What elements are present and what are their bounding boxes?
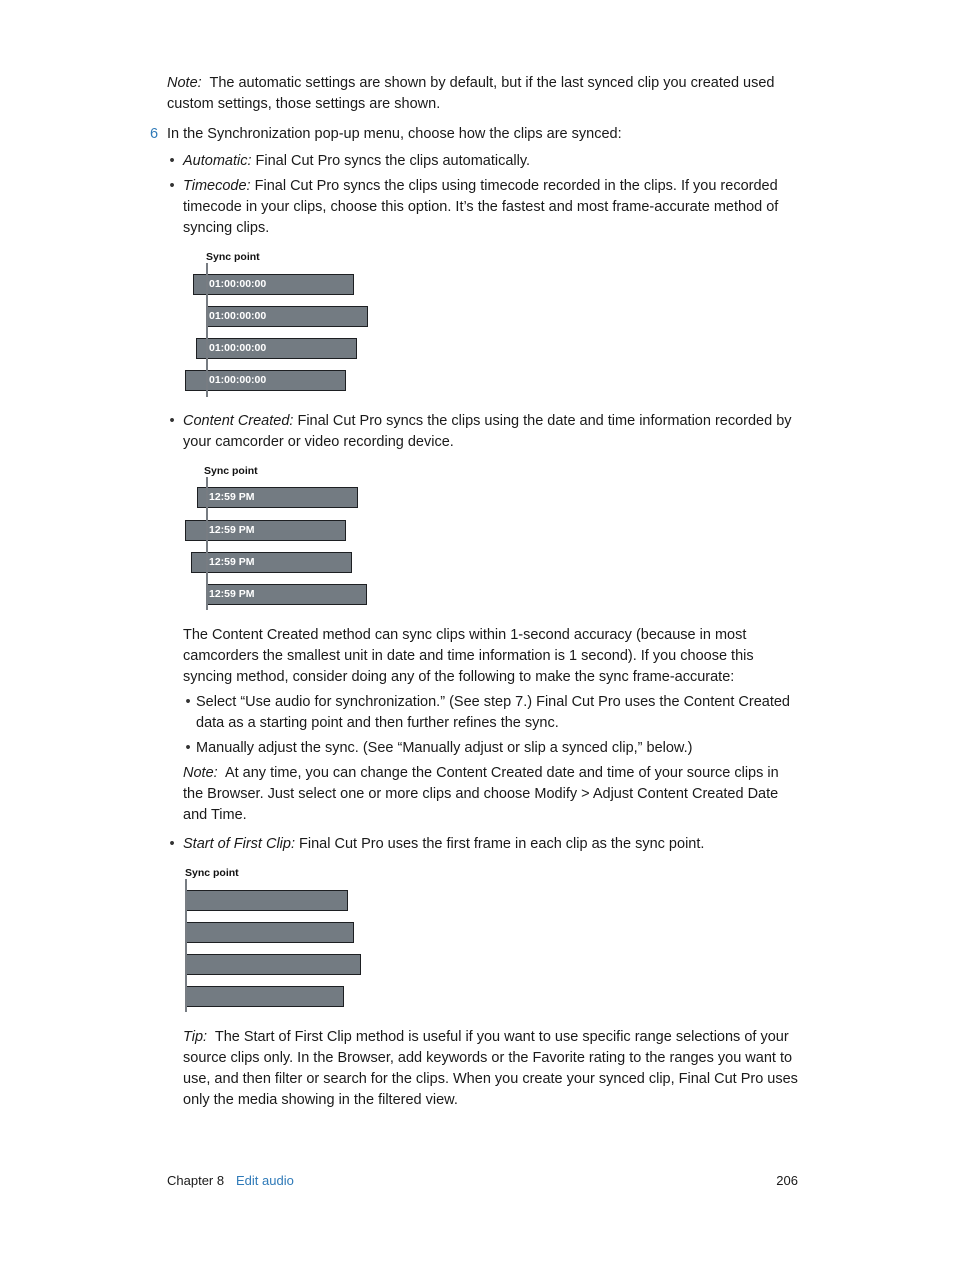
clip-bar [186, 890, 348, 911]
clip-time: 12:59 PM [209, 588, 255, 600]
bullet-marker: • [169, 836, 175, 852]
note-text: At any time, you can change the Content Created date and time of your source clips in the Browser. Just select one or more clips and choose Modify > Adjust Content Created Date and Time. [183, 765, 779, 823]
clip-bar [193, 274, 354, 295]
step-text: In the Synchronization pop-up menu, choose how the clips are synced: [167, 126, 622, 142]
tip-text: The Start of First Clip method is useful if you want to use specific range selections of your source clips only. In the Browser, add keywords or the Favorite rating to the ranges you want to use, and then filter or search for the clips. When you create your synced clip, Final Cut Pro uses only the media showing in the filtered view. [183, 1029, 798, 1108]
clip-bar [207, 306, 368, 327]
clip-bar [186, 954, 361, 975]
sync-point-line [206, 263, 208, 397]
bullet-marker: • [169, 413, 175, 429]
clip-time: 12:59 PM [209, 524, 255, 536]
note-paragraph [183, 763, 798, 826]
footer-chapter: Chapter 8 [167, 1173, 225, 1188]
clip-bar [185, 520, 346, 541]
note-label: Note: [183, 765, 218, 781]
bullet-content-created [183, 411, 798, 453]
clip-timecode: 01:00:00:00 [209, 278, 267, 290]
tip-paragraph [183, 1027, 798, 1111]
sub-bullet-marker: • [185, 740, 191, 756]
bullet-marker: • [169, 178, 175, 194]
sync-point-label: Sync point [185, 867, 239, 879]
bullet-start-first-clip [183, 834, 798, 855]
sync-point-label: Sync point [206, 251, 260, 263]
bullet-marker: • [169, 153, 175, 169]
page-number: 206 [776, 1173, 798, 1188]
clip-bar [185, 370, 346, 391]
note-paragraph [167, 73, 797, 115]
bullet-text: Final Cut Pro uses the first frame in each clip as the sync point. [299, 836, 705, 852]
bullet-automatic [183, 151, 798, 172]
bullet-term: Automatic: [183, 153, 252, 169]
sync-point-label: Sync point [204, 465, 258, 477]
tip-label: Tip: [183, 1029, 208, 1045]
footer-chapter-link[interactable]: Edit audio [236, 1173, 294, 1188]
sub-bullet-marker: • [185, 694, 191, 710]
sub-bullet-manual: Manually adjust the sync. (See “Manually adjust or slip a synced clip,” below.) [196, 740, 693, 756]
clip-timecode: 01:00:00:00 [209, 374, 267, 386]
clip-bar [186, 922, 354, 943]
clip-time: 12:59 PM [209, 491, 255, 503]
bullet-timecode [183, 176, 798, 239]
bullet-term: Timecode: [183, 178, 251, 194]
bullet-text: Final Cut Pro syncs the clips using timecode recorded in the clips. If you recorded timecode in your clips, choose this option. It’s the fastest and most frame-accurate method of syncing clips. [183, 178, 779, 236]
clip-bar [191, 552, 352, 573]
note-label: Note: [167, 75, 202, 91]
bullet-text: Final Cut Pro syncs the clips automatically. [255, 153, 531, 169]
step-number: 6 [150, 126, 159, 142]
bullet-term: Start of First Clip: [183, 836, 295, 852]
clip-timecode: 01:00:00:00 [209, 342, 267, 354]
clip-time: 12:59 PM [209, 556, 255, 568]
sync-point-line [185, 879, 187, 1012]
content-created-paragraph: The Content Created method can sync clips within 1-second accuracy (because in most camcorders the smallest unit in date and time information is 1 second). If you choose this syncing method, consider doing any of the following to make the sync frame-accurate: [183, 627, 754, 685]
clip-bar [196, 338, 357, 359]
bullet-term: Content Created: [183, 413, 294, 429]
sub-bullet-audio: Select “Use audio for synchronization.” (See step 7.) Final Cut Pro uses the Content Created data as a starting point and then further refines the sync. [196, 694, 790, 731]
note-text: The automatic settings are shown by default, but if the last synced clip you created used custom settings, those settings are shown. [167, 75, 775, 112]
clip-bar [186, 986, 344, 1007]
clip-bar [197, 487, 358, 508]
sync-point-line [206, 477, 208, 610]
clip-bar [206, 584, 367, 605]
bullet-text: Final Cut Pro syncs the clips using the date and time information recorded by your camcorder or video recording device. [183, 413, 792, 450]
clip-timecode: 01:00:00:00 [209, 310, 267, 322]
